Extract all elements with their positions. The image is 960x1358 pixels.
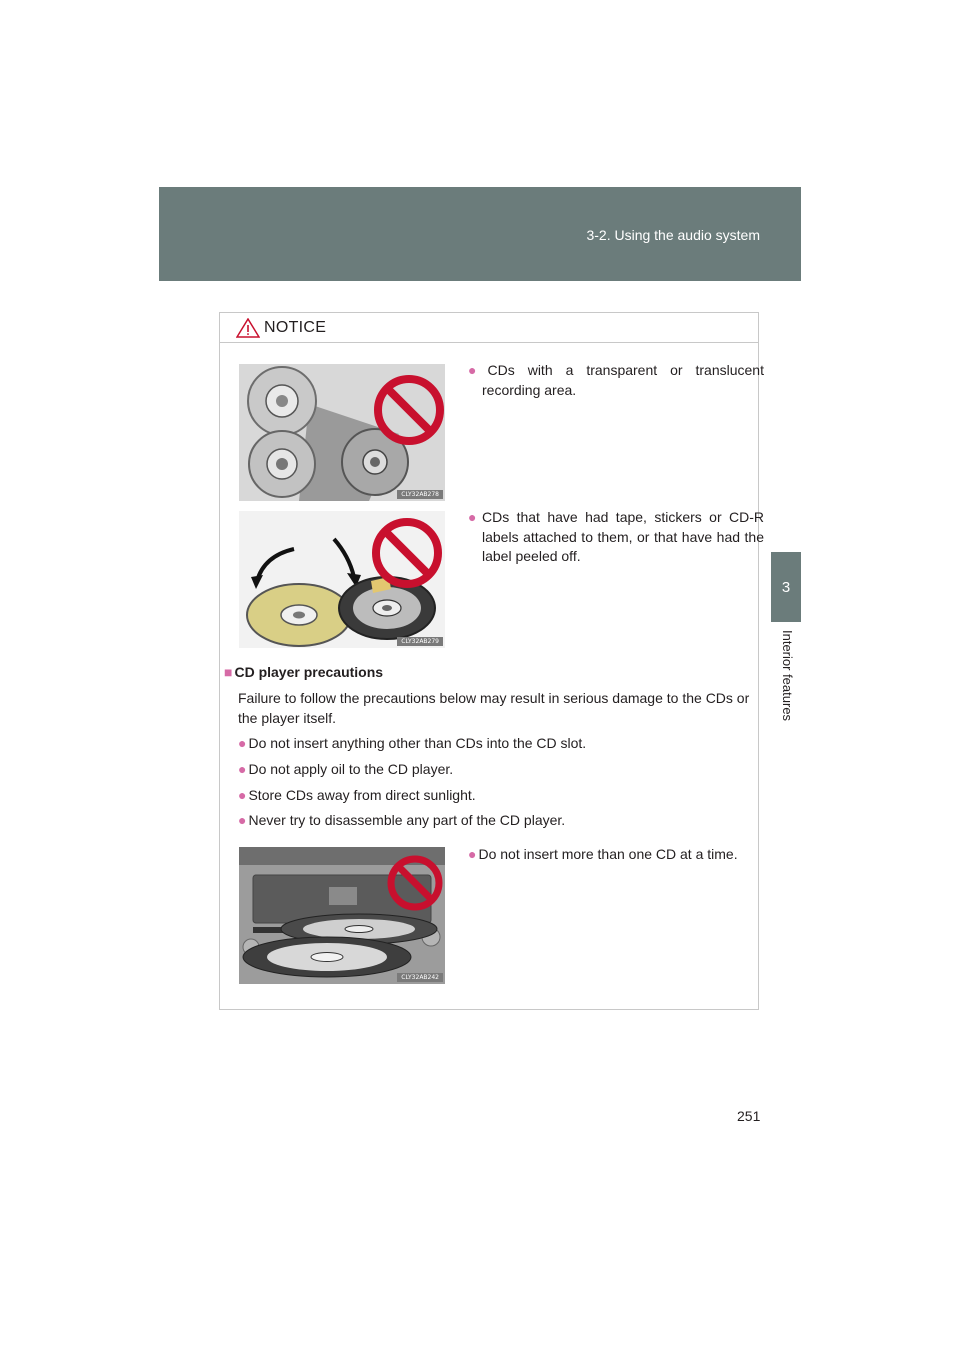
list-item: ● Never try to disassemble any part of the CD player. bbox=[238, 812, 566, 829]
figure-labeled-cds bbox=[239, 511, 445, 648]
list-item: ● Do not apply oil to the CD player. bbox=[238, 760, 454, 777]
figure-code: CLY32AB242 bbox=[397, 973, 443, 982]
figure-code: CLY32AB279 bbox=[397, 637, 443, 646]
figure-multiple-cds bbox=[239, 847, 445, 984]
bullet-icon: ● bbox=[468, 362, 486, 378]
section-title: 3-2. Using the audio system bbox=[586, 227, 760, 243]
header-bar bbox=[159, 187, 801, 281]
item-multiple-cds: ● Do not insert more than one CD at a time. bbox=[468, 846, 738, 862]
notice-title: NOTICE bbox=[264, 318, 327, 336]
cd-player-heading: ■ CD player precautions bbox=[224, 664, 384, 680]
item-translucent-cds: ● CDs with a transparent or translucent recording area. bbox=[468, 362, 764, 398]
figure-translucent-cds bbox=[239, 364, 445, 501]
notice-box bbox=[219, 312, 764, 1010]
bullet-icon: ● bbox=[238, 786, 247, 803]
chapter-label: Interior features bbox=[780, 630, 795, 722]
chapter-tab bbox=[771, 552, 801, 622]
chapter-number: 3 bbox=[781, 578, 791, 596]
bullet-icon: ● bbox=[468, 509, 480, 525]
notice-header bbox=[220, 313, 758, 343]
warning-triangle-icon bbox=[236, 318, 260, 338]
bullet-icon: ● bbox=[238, 735, 247, 751]
bullet-icon: ● bbox=[238, 760, 247, 777]
list-item: ● Do not insert anything other than CDs into the CD slot. bbox=[238, 735, 587, 751]
bullet-icon: ● bbox=[468, 846, 477, 862]
bullet-icon: ● bbox=[238, 812, 247, 829]
figure-code: CLY32AB278 bbox=[397, 490, 443, 499]
cd-player-paragraph: Failure to follow the precautions below may result in serious damage to the CDs or the player itself. bbox=[238, 690, 750, 726]
square-bullet-icon: ■ bbox=[224, 664, 233, 680]
item-labeled-cds: ● CDs that have had tape, stickers or CD-R labels attached to them, or that have had the label peeled off. bbox=[468, 509, 764, 564]
precaution-list bbox=[238, 734, 758, 837]
page-number: 251 bbox=[737, 1108, 761, 1124]
list-item: ● Store CDs away from direct sunlight. bbox=[238, 786, 476, 803]
